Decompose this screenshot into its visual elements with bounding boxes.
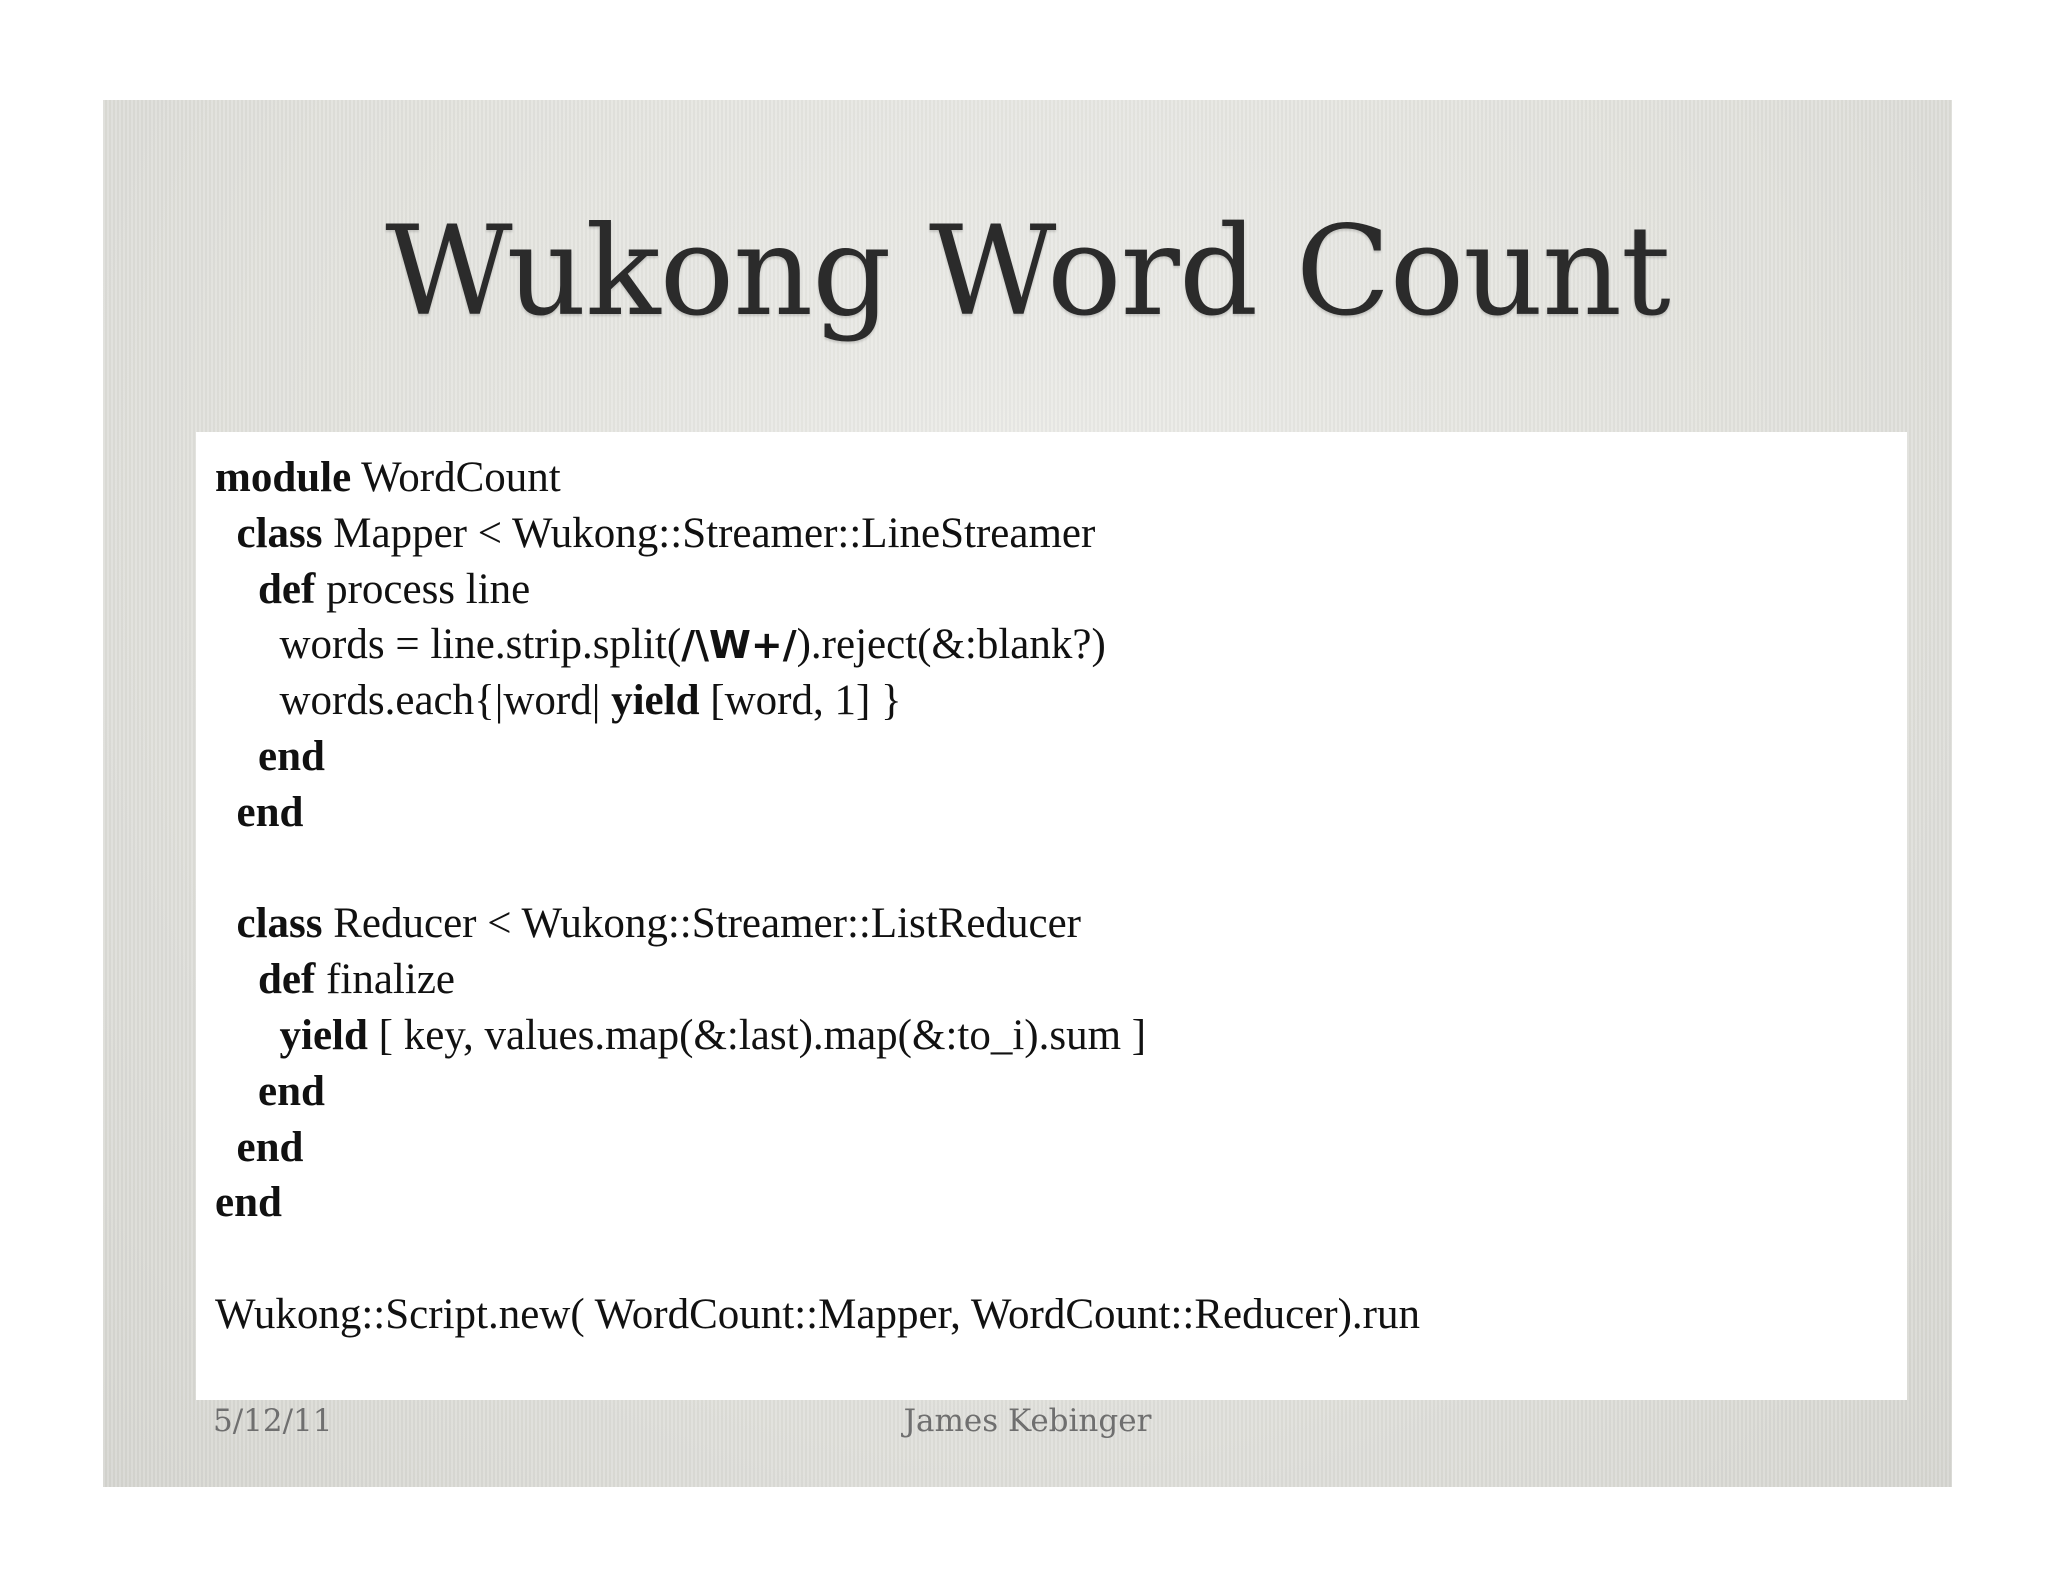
code-text: [ key, values.map(&:last).map(&:to_i).sum ]	[367, 1011, 1147, 1059]
code-line	[215, 1064, 1420, 1120]
code-block	[215, 450, 1420, 1343]
code-text	[215, 1124, 237, 1171]
code-text: process line	[315, 565, 531, 613]
code-keyword: def	[258, 956, 316, 1004]
slide	[103, 100, 1952, 1487]
code-keyword: end	[236, 788, 304, 836]
code-line	[215, 673, 1420, 729]
footer-author: James Kebinger	[903, 1403, 1152, 1439]
code-text	[215, 789, 237, 836]
code-keyword: yield	[279, 1011, 368, 1059]
code-line	[215, 562, 1420, 618]
slide-title: Wukong Word Count	[385, 200, 1670, 344]
code-line	[215, 1008, 1420, 1064]
code-keyword: def	[258, 565, 316, 613]
code-text: words.each{|word|	[215, 677, 612, 725]
code-text	[215, 956, 258, 1003]
code-keyword: module	[215, 454, 352, 501]
code-line	[215, 450, 1420, 506]
code-line	[215, 1175, 1420, 1231]
code-text: finalize	[315, 956, 455, 1004]
code-text	[215, 900, 237, 947]
code-panel	[196, 432, 1907, 1400]
code-line	[215, 729, 1420, 785]
code-line	[215, 952, 1420, 1008]
code-text: ).reject(&:blank?)	[796, 621, 1106, 669]
code-line	[215, 841, 1420, 897]
code-line	[215, 785, 1420, 841]
code-keyword: yield	[611, 677, 700, 725]
footer-date: 5/12/11	[213, 1403, 333, 1439]
code-line	[215, 506, 1420, 562]
code-keyword: class	[236, 509, 323, 557]
code-text: [word, 1] }	[699, 677, 902, 725]
code-line	[215, 1287, 1420, 1343]
code-text	[215, 733, 258, 780]
code-keyword: class	[236, 900, 323, 948]
code-regex: /\W+/	[681, 623, 797, 668]
code-line	[215, 1231, 1420, 1287]
code-line	[215, 617, 1420, 673]
code-text: words = line.strip.split(	[215, 621, 682, 669]
code-text	[215, 1012, 280, 1059]
code-line	[215, 896, 1420, 952]
code-text	[215, 566, 258, 613]
code-line	[215, 1120, 1420, 1176]
code-text	[215, 1068, 258, 1115]
code-keyword: end	[236, 1123, 304, 1171]
code-text: Reducer < Wukong::Streamer::ListReducer	[322, 900, 1081, 948]
code-text: Mapper < Wukong::Streamer::LineStreamer	[322, 509, 1096, 557]
code-text: Wukong::Script.new( WordCount::Mapper, WordCount::Reducer).run	[215, 1290, 1420, 1338]
code-keyword: end	[215, 1179, 282, 1227]
code-keyword: end	[258, 732, 325, 780]
code-text: WordCount	[351, 454, 561, 501]
code-keyword: end	[258, 1067, 325, 1115]
code-text	[215, 510, 237, 557]
